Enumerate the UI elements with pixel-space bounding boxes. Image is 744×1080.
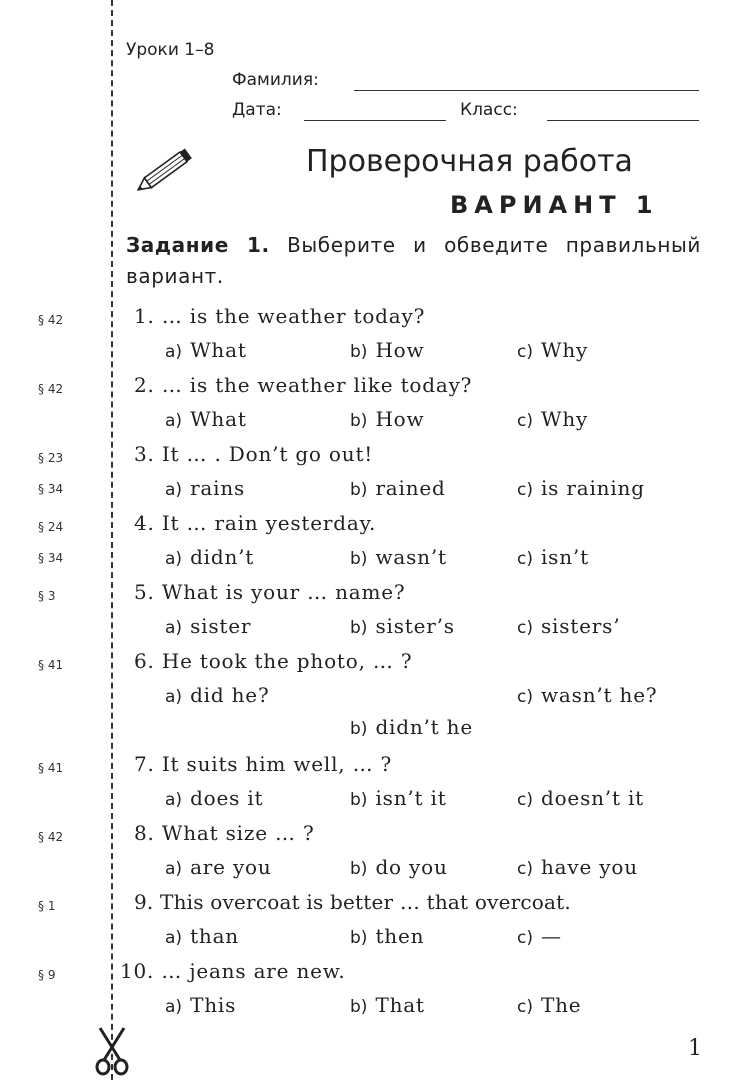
option-b[interactable] [350,855,448,880]
option-text: rains [190,476,246,500]
option-text: sister’s [375,614,455,638]
option-a[interactable] [165,786,263,811]
option-b[interactable] [350,476,446,501]
date-label: Дата: [232,100,282,120]
option-text: doesn’t it [540,786,644,810]
class-label: Класс: [460,100,518,120]
option-text: This [190,993,237,1017]
option-text: The [540,993,582,1017]
class-field[interactable] [547,120,699,121]
option-letter: a) [165,618,183,638]
option-letter: b) [350,928,368,948]
option-b[interactable] [350,545,447,570]
option-letter: a) [165,687,183,707]
lessons-range: Уроки 1–8 [126,40,215,60]
option-b[interactable] [350,715,473,740]
option-text: How [375,407,425,431]
section-ref: § 24 [38,520,64,534]
question-text: 5. What is your … name? [134,580,406,604]
task-instructions [126,230,701,292]
option-text: How [375,338,425,362]
option-a[interactable] [165,993,236,1018]
option-letter: a) [165,411,183,431]
option-letter: c) [517,687,533,707]
option-a[interactable] [165,614,251,639]
option-text: Why [540,407,589,431]
option-c[interactable] [517,338,588,363]
option-text: wasn’t [375,545,447,569]
option-c[interactable] [517,407,588,432]
option-letter: c) [517,480,533,500]
option-a[interactable] [165,407,247,432]
page-number: 1 [688,1036,702,1061]
option-letter: a) [165,342,183,362]
option-text: did he? [190,683,270,707]
option-text: wasn’t he? [540,683,658,707]
option-text: Why [540,338,589,362]
surname-label: Фамилия: [232,70,319,90]
option-text: rained [375,476,446,500]
date-field[interactable] [304,120,446,121]
option-text: have you [540,855,638,879]
pencil-icon [128,147,204,207]
option-letter: a) [165,859,183,879]
cut-line [111,0,113,1080]
option-c[interactable] [517,924,562,949]
option-text: didn’t [190,545,255,569]
option-letter: a) [165,480,183,500]
option-a[interactable] [165,476,245,501]
option-letter: b) [350,719,368,739]
option-letter: b) [350,342,368,362]
option-c[interactable] [517,476,645,501]
option-letter: c) [517,618,533,638]
option-letter: a) [165,549,183,569]
option-text: isn’t [540,545,589,569]
option-a[interactable] [165,683,269,708]
section-ref: § 1 [38,899,56,913]
option-text: — [540,924,562,948]
section-ref: § 41 [38,761,64,775]
option-text: do you [375,855,448,879]
option-c[interactable] [517,993,581,1018]
option-c[interactable] [517,683,657,708]
option-c[interactable] [517,855,638,880]
option-letter: c) [517,790,533,810]
question-text: 4. It … rain yesterday. [134,511,377,535]
question-text: 8. What size … ? [134,821,315,845]
option-text: than [190,924,239,948]
section-ref: § 9 [38,968,56,982]
task-label: Задание 1. [126,233,270,257]
option-text: sister [190,614,252,638]
option-text: does it [190,786,264,810]
option-text: is raining [540,476,645,500]
section-ref: § 34 [38,482,64,496]
option-text: sisters’ [540,614,621,638]
section-ref: § 23 [38,451,64,465]
option-b[interactable] [350,993,425,1018]
option-letter: a) [165,790,183,810]
option-letter: c) [517,859,533,879]
option-c[interactable] [517,545,589,570]
option-letter: b) [350,618,368,638]
option-letter: c) [517,342,533,362]
option-text: are you [190,855,272,879]
option-letter: c) [517,928,533,948]
option-a[interactable] [165,924,239,949]
question-text: 3. It … . Don’t go out! [134,442,374,466]
option-b[interactable] [350,338,424,363]
question-text: 7. It suits him well, … ? [134,752,393,776]
question-text: 2. … is the weather like today? [134,373,473,397]
option-text: That [375,993,425,1017]
option-letter: a) [165,928,183,948]
option-letter: c) [517,411,533,431]
option-text: What [190,338,247,362]
option-c[interactable] [517,786,644,811]
question-text: 9. This overcoat is better … that overcoat. [134,890,571,914]
option-letter: c) [517,549,533,569]
option-letter: a) [165,997,183,1017]
option-letter: b) [350,997,368,1017]
section-ref: § 3 [38,589,56,603]
option-text: then [375,924,425,948]
option-letter: b) [350,411,368,431]
section-ref: § 34 [38,551,64,565]
question-text: 1. … is the weather today? [134,304,426,328]
page-title: Проверочная работа [306,144,633,179]
section-ref: § 41 [38,658,64,672]
option-b[interactable] [350,924,424,949]
option-b[interactable] [350,614,455,639]
option-text: What [190,407,247,431]
option-letter: c) [517,997,533,1017]
option-letter: b) [350,859,368,879]
question-text: 10. … jeans are new. [120,959,346,983]
option-letter: b) [350,790,368,810]
option-b[interactable] [350,407,424,432]
section-ref: § 42 [38,313,64,327]
option-c[interactable] [517,614,620,639]
option-letter: b) [350,480,368,500]
option-a[interactable] [165,545,254,570]
option-a[interactable] [165,338,247,363]
question-text: 6. He took the photo, … ? [134,649,413,673]
surname-field[interactable] [354,90,699,91]
task-text: Выберите и обведите правильный вариант. [126,233,701,288]
option-letter: b) [350,549,368,569]
scissors-icon [94,1026,130,1076]
section-ref: § 42 [38,830,64,844]
option-text: didn’t he [375,715,473,739]
option-text: isn’t it [375,786,447,810]
option-b[interactable] [350,786,447,811]
option-a[interactable] [165,855,272,880]
variant-label: ВАРИАНТ 1 [450,191,659,219]
section-ref: § 42 [38,382,64,396]
